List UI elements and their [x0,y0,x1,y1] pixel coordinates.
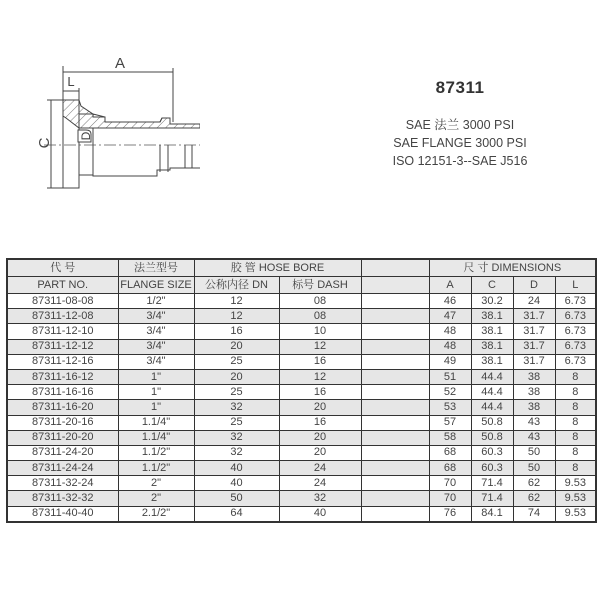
header-dn: 公称内径 DN [194,277,279,294]
cell-flange: 1" [118,400,194,415]
cell-flange: 1.1/2" [118,445,194,460]
cell-dn: 32 [194,445,279,460]
table-row [7,369,596,384]
cell-l: 8 [555,415,596,430]
header-flange-en: FLANGE SIZE [118,277,194,294]
cell-flange: 3/4" [118,324,194,339]
cell-flange: 1.1/4" [118,415,194,430]
cell-dn: 25 [194,415,279,430]
cell-flange: 2.1/2" [118,506,194,522]
cell-part: 87311-24-20 [7,445,118,460]
cell-dn: 40 [194,476,279,491]
table-row [7,461,596,476]
cell-dash: 12 [279,369,361,384]
spec-line-standard: ISO 12151-3--SAE J516 [392,154,528,168]
cell-dn: 40 [194,461,279,476]
cell-dash: 40 [279,506,361,522]
table-row [7,294,596,309]
cell-l: 9.53 [555,476,596,491]
table-row [7,354,596,369]
cell-c: 38.1 [471,324,513,339]
cell-flange: 1" [118,385,194,400]
cell-blank [361,506,429,522]
cell-d: 74 [513,506,555,522]
cell-c: 38.1 [471,354,513,369]
dimension-label-d: D [79,131,93,141]
cell-blank [361,354,429,369]
cell-part: 87311-16-20 [7,400,118,415]
header-dimensions: 尺 寸 DIMENSIONS [429,259,596,277]
cell-part: 87311-24-24 [7,461,118,476]
table-row [7,506,596,522]
cell-blank [361,339,429,354]
cell-dn: 20 [194,339,279,354]
cell-blank [361,324,429,339]
cell-part: 87311-12-10 [7,324,118,339]
cell-part: 87311-32-32 [7,491,118,506]
cell-c: 71.4 [471,476,513,491]
cell-flange: 2" [118,491,194,506]
cell-l: 8 [555,430,596,445]
cell-dash: 16 [279,415,361,430]
cell-dash: 20 [279,430,361,445]
header-hose-bore: 胶 管 HOSE BORE [194,259,361,277]
spec-line-en: SAE FLANGE 3000 PSI [393,136,527,150]
cell-a: 68 [429,461,471,476]
cell-d: 38 [513,385,555,400]
cell-c: 38.1 [471,309,513,324]
title-block [360,70,560,170]
cell-flange: 3/4" [118,339,194,354]
cell-a: 52 [429,385,471,400]
cell-blank [361,309,429,324]
table-row [7,339,596,354]
cell-a: 51 [429,369,471,384]
table-row [7,415,596,430]
cell-dash: 20 [279,400,361,415]
cell-part: 87311-40-40 [7,506,118,522]
cell-dn: 64 [194,506,279,522]
dimension-label-a: A [114,55,126,72]
cell-l: 8 [555,461,596,476]
cell-flange: 3/4" [118,309,194,324]
table-row [7,385,596,400]
cell-dn: 25 [194,385,279,400]
cell-a: 48 [429,324,471,339]
table-row [7,309,596,324]
cell-dn: 12 [194,294,279,309]
cell-blank [361,415,429,430]
cell-flange: 1" [118,369,194,384]
cell-a: 49 [429,354,471,369]
table-row [7,400,596,415]
cell-flange: 2" [118,476,194,491]
cell-d: 38 [513,369,555,384]
table-row [7,324,596,339]
cell-dn: 25 [194,354,279,369]
fitting-cross-section-drawing [0,30,200,210]
cell-a: 68 [429,445,471,460]
cell-part: 87311-12-16 [7,354,118,369]
cell-l: 9.53 [555,506,596,522]
cell-d: 31.7 [513,339,555,354]
cell-part: 87311-32-24 [7,476,118,491]
cell-part: 87311-16-16 [7,385,118,400]
cell-a: 70 [429,491,471,506]
cell-c: 84.1 [471,506,513,522]
cell-dn: 50 [194,491,279,506]
table-row [7,430,596,445]
cell-c: 44.4 [471,385,513,400]
cell-blank [361,385,429,400]
cell-a: 47 [429,309,471,324]
cell-c: 38.1 [471,339,513,354]
cell-blank [361,294,429,309]
table-row [7,491,596,506]
dimension-label-c: C [36,137,53,149]
cell-dn: 16 [194,324,279,339]
cell-part: 87311-16-12 [7,369,118,384]
cell-c: 44.4 [471,400,513,415]
cell-dash: 32 [279,491,361,506]
header-l: L [555,277,596,294]
cell-dash: 16 [279,385,361,400]
cell-d: 43 [513,415,555,430]
cell-a: 58 [429,430,471,445]
cell-l: 9.53 [555,491,596,506]
cell-l: 8 [555,400,596,415]
cell-dn: 12 [194,309,279,324]
cell-d: 62 [513,491,555,506]
model-number: 87311 [435,78,485,97]
cell-a: 48 [429,339,471,354]
cell-d: 38 [513,400,555,415]
cell-part: 87311-12-12 [7,339,118,354]
cell-dash: 08 [279,309,361,324]
cell-a: 53 [429,400,471,415]
cell-l: 8 [555,445,596,460]
cell-a: 57 [429,415,471,430]
cell-d: 62 [513,476,555,491]
cell-d: 31.7 [513,324,555,339]
cell-c: 50.8 [471,415,513,430]
header-part-en: PART NO. [7,277,118,294]
cell-l: 6.73 [555,324,596,339]
cell-blank [361,430,429,445]
header-part-cn: 代 号 [7,259,118,277]
cell-dash: 24 [279,461,361,476]
cell-flange: 1.1/4" [118,430,194,445]
cell-flange: 3/4" [118,354,194,369]
cell-l: 8 [555,369,596,384]
cell-dn: 32 [194,400,279,415]
cell-l: 6.73 [555,354,596,369]
cell-l: 6.73 [555,294,596,309]
cell-d: 24 [513,294,555,309]
cell-a: 70 [429,476,471,491]
header-a: A [429,277,471,294]
cell-c: 30.2 [471,294,513,309]
cell-d: 31.7 [513,354,555,369]
cell-dash: 10 [279,324,361,339]
header-blank-2 [361,277,429,294]
header-d: D [513,277,555,294]
cell-dash: 24 [279,476,361,491]
cell-dash: 16 [279,354,361,369]
cell-blank [361,476,429,491]
cell-dn: 32 [194,430,279,445]
cell-blank [361,491,429,506]
cell-c: 60.3 [471,445,513,460]
dimensions-table [6,258,597,523]
cell-d: 43 [513,430,555,445]
cell-blank [361,461,429,476]
cell-flange: 1.1/2" [118,461,194,476]
cell-part: 87311-20-20 [7,430,118,445]
cell-blank [361,369,429,384]
cell-part: 87311-12-08 [7,309,118,324]
cell-d: 31.7 [513,309,555,324]
cell-dn: 20 [194,369,279,384]
cell-c: 44.4 [471,369,513,384]
cell-l: 6.73 [555,309,596,324]
cell-dash: 20 [279,445,361,460]
cell-c: 50.8 [471,430,513,445]
cell-blank [361,400,429,415]
cell-blank [361,445,429,460]
cell-flange: 1/2" [118,294,194,309]
cell-c: 60.3 [471,461,513,476]
cell-dash: 12 [279,339,361,354]
table-row [7,445,596,460]
cell-a: 46 [429,294,471,309]
dimension-label-l: L [67,74,75,89]
cell-l: 8 [555,385,596,400]
spec-line-cn: SAE 法兰 3000 PSI [405,118,515,132]
header-flange-cn: 法兰型号 [118,259,194,277]
cell-a: 76 [429,506,471,522]
cell-part: 87311-08-08 [7,294,118,309]
cell-d: 50 [513,461,555,476]
table-row [7,476,596,491]
header-dash: 标号 DASH [279,277,361,294]
header-blank [361,259,429,277]
header-c: C [471,277,513,294]
cell-dash: 08 [279,294,361,309]
cell-part: 87311-20-16 [7,415,118,430]
cell-d: 50 [513,445,555,460]
cell-l: 6.73 [555,339,596,354]
cell-c: 71.4 [471,491,513,506]
